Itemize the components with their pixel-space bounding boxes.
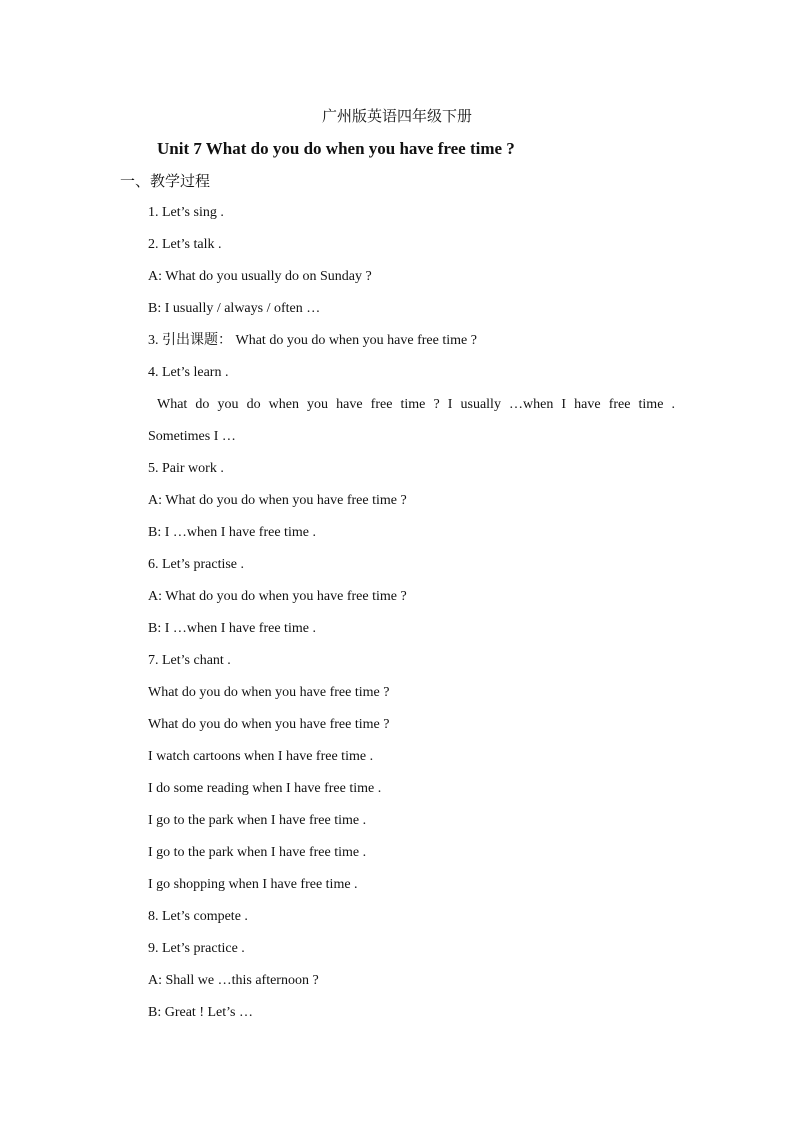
lesson-line: 7. Let’s chant . (148, 653, 231, 668)
lesson-line: A: What do you usually do on Sunday ? (148, 269, 372, 284)
unit-title: Unit 7 What do you do when you have free time ? (157, 139, 515, 158)
lesson-line: 3. 引出课题： What do you do when you have free time ? (148, 333, 477, 348)
lesson-line: I go to the park when I have free time . (148, 813, 367, 828)
lesson-line: B: I …when I have free time . (148, 621, 316, 636)
lesson-line: I do some reading when I have free time . (148, 781, 382, 796)
lesson-line: A: What do you do when you have free time ? (148, 589, 407, 604)
lesson-lines (148, 201, 688, 1033)
lesson-line: B: Great ! Let’s … (148, 1005, 253, 1020)
lesson-line: 4. Let’s learn . (148, 365, 229, 380)
document-title-chinese: 广州版英语四年级下册 (321, 107, 472, 125)
section-heading: 一、教学过程 (120, 172, 211, 190)
lesson-line: 8. Let’s compete . (148, 909, 248, 924)
lesson-line: What do you do when you have free time ? (148, 717, 390, 732)
lesson-line: 1. Let’s sing . (148, 205, 224, 220)
lesson-line: 9. Let’s practice . (148, 941, 245, 956)
lesson-line: A: Shall we …this afternoon ? (148, 973, 319, 988)
lesson-line: I go to the park when I have free time . (148, 845, 367, 860)
lesson-line: What do you do when you have free time ? I usually …when I have free time . (157, 397, 675, 412)
lesson-line: 6. Let’s practise . (148, 557, 245, 572)
lesson-line: A: What do you do when you have free time ? (148, 493, 407, 508)
lesson-line: What do you do when you have free time ? (148, 685, 390, 700)
lesson-line: B: I …when I have free time . (148, 525, 316, 540)
lesson-line: 5. Pair work . (148, 461, 224, 476)
lesson-line: Sometimes I … (148, 429, 236, 444)
lesson-line: B: I usually / always / often … (148, 301, 321, 316)
lesson-line: I go shopping when I have free time . (148, 877, 358, 892)
lesson-line: 2. Let’s talk . (148, 237, 222, 252)
lesson-line: I watch cartoons when I have free time . (148, 749, 374, 764)
